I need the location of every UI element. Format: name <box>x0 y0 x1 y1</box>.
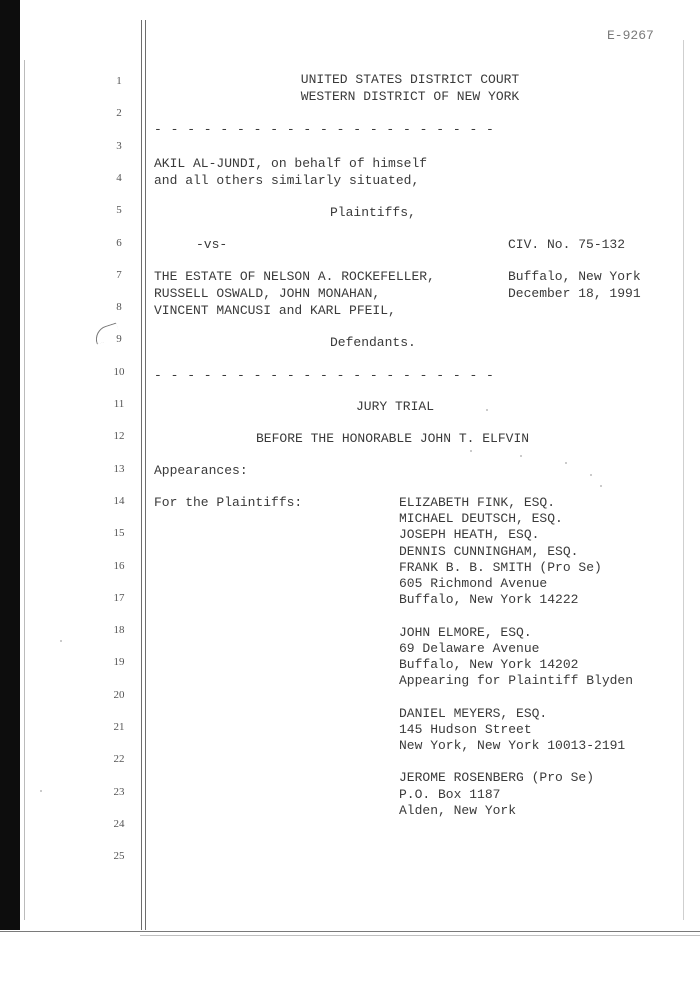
plaintiff-line-2: and all others similarly situated, <box>154 173 420 188</box>
appearances-label: Appearances: <box>154 463 248 478</box>
defendants-line-1: THE ESTATE OF NELSON A. ROCKEFELLER, <box>154 269 435 284</box>
defendants-line-3: VINCENT MANCUSI and KARL PFEIL, <box>154 303 396 318</box>
separator-top: - - - - - - - - - - - - - - - - - - - - - <box>154 122 495 137</box>
scan-left-edge <box>0 0 20 930</box>
defendants-line-2: RUSSELL OSWALD, JOHN MONAHAN, <box>154 286 381 301</box>
line-number: 18 <box>113 624 125 637</box>
line-number: 25 <box>113 850 125 863</box>
versus: -vs- <box>196 237 228 252</box>
counsel-line: MICHAEL DEUTSCH, ESQ. <box>399 511 563 527</box>
margin-rule-right <box>145 20 146 930</box>
line-number: 23 <box>113 785 125 798</box>
line-number: 4 <box>116 171 122 184</box>
counsel-line: 69 Delaware Avenue <box>399 640 540 656</box>
counsel-line: Buffalo, New York 14222 <box>399 592 579 608</box>
scan-edge-line <box>24 60 25 920</box>
line-number: 1 <box>116 75 122 87</box>
counsel-line: FRANK B. B. SMITH (Pro Se) <box>399 559 602 575</box>
line-number: 6 <box>116 236 122 249</box>
line-number: 13 <box>113 462 125 475</box>
separator-bottom: - - - - - - - - - - - - - - - - - - - - - <box>154 368 495 383</box>
line-number: 2 <box>116 107 122 120</box>
page-bottom-edge-secondary <box>140 935 700 936</box>
line-number: 22 <box>113 753 125 766</box>
hearing-date: December 18, 1991 <box>508 286 641 301</box>
location-city: Buffalo, New York <box>508 269 641 284</box>
counsel-line: New York, New York 10013-2191 <box>399 738 626 753</box>
defendants-role: Defendants. <box>330 335 416 350</box>
line-number: 16 <box>113 559 125 572</box>
line-number: 15 <box>113 527 125 540</box>
counsel-line: P.O. Box 1187 <box>399 786 501 802</box>
counsel-line: JOSEPH HEATH, ESQ. <box>399 527 540 543</box>
for-plaintiffs-label: For the Plaintiffs: <box>154 495 303 510</box>
counsel-line: DANIEL MEYERS, ESQ. <box>399 705 548 721</box>
counsel-line: JOHN ELMORE, ESQ. <box>399 624 532 640</box>
line-number: 12 <box>113 430 125 443</box>
bates-number: E-9267 <box>607 28 654 43</box>
margin-rule-left <box>141 20 142 930</box>
plaintiffs-role: Plaintiffs, <box>330 205 416 220</box>
line-number: 3 <box>116 139 122 152</box>
presiding-judge: BEFORE THE HONORABLE JOHN T. ELFVIN <box>256 431 530 446</box>
line-number: 8 <box>116 301 122 314</box>
line-number: 24 <box>113 817 125 830</box>
court-district: WESTERN DISTRICT OF NEW YORK <box>300 89 520 104</box>
counsel-line: Alden, New York <box>399 802 517 818</box>
line-number: 7 <box>116 268 122 281</box>
counsel-line: Appearing for Plaintiff Blyden <box>399 673 634 689</box>
counsel-line: JEROME ROSENBERG (Pro Se) <box>399 770 595 786</box>
line-number: 9 <box>116 333 122 346</box>
line-number: 11 <box>113 398 125 410</box>
counsel-line: 605 Richmond Avenue <box>399 576 548 591</box>
plaintiff-line-1: AKIL AL-JUNDI, on behalf of himself <box>154 156 428 171</box>
counsel-line: 145 Hudson Street <box>399 721 532 737</box>
jury-trial-heading: JURY TRIAL <box>356 399 435 414</box>
court-name: UNITED STATES DISTRICT COURT <box>300 72 520 87</box>
line-number: 10 <box>113 365 125 378</box>
line-number: 21 <box>113 721 125 733</box>
civil-number: CIV. No. 75-132 <box>508 237 626 252</box>
line-number: 14 <box>113 494 125 507</box>
line-number: 5 <box>116 204 122 217</box>
counsel-line: ELIZABETH FINK, ESQ. <box>399 495 556 510</box>
right-margin-rule <box>683 40 684 920</box>
line-number: 19 <box>113 656 125 669</box>
line-number: 17 <box>113 591 125 604</box>
line-number: 20 <box>113 688 125 701</box>
counsel-line: DENNIS CUNNINGHAM, ESQ. <box>399 543 579 559</box>
page-bottom-edge <box>0 931 700 932</box>
counsel-line: Buffalo, New York 14202 <box>399 657 579 672</box>
